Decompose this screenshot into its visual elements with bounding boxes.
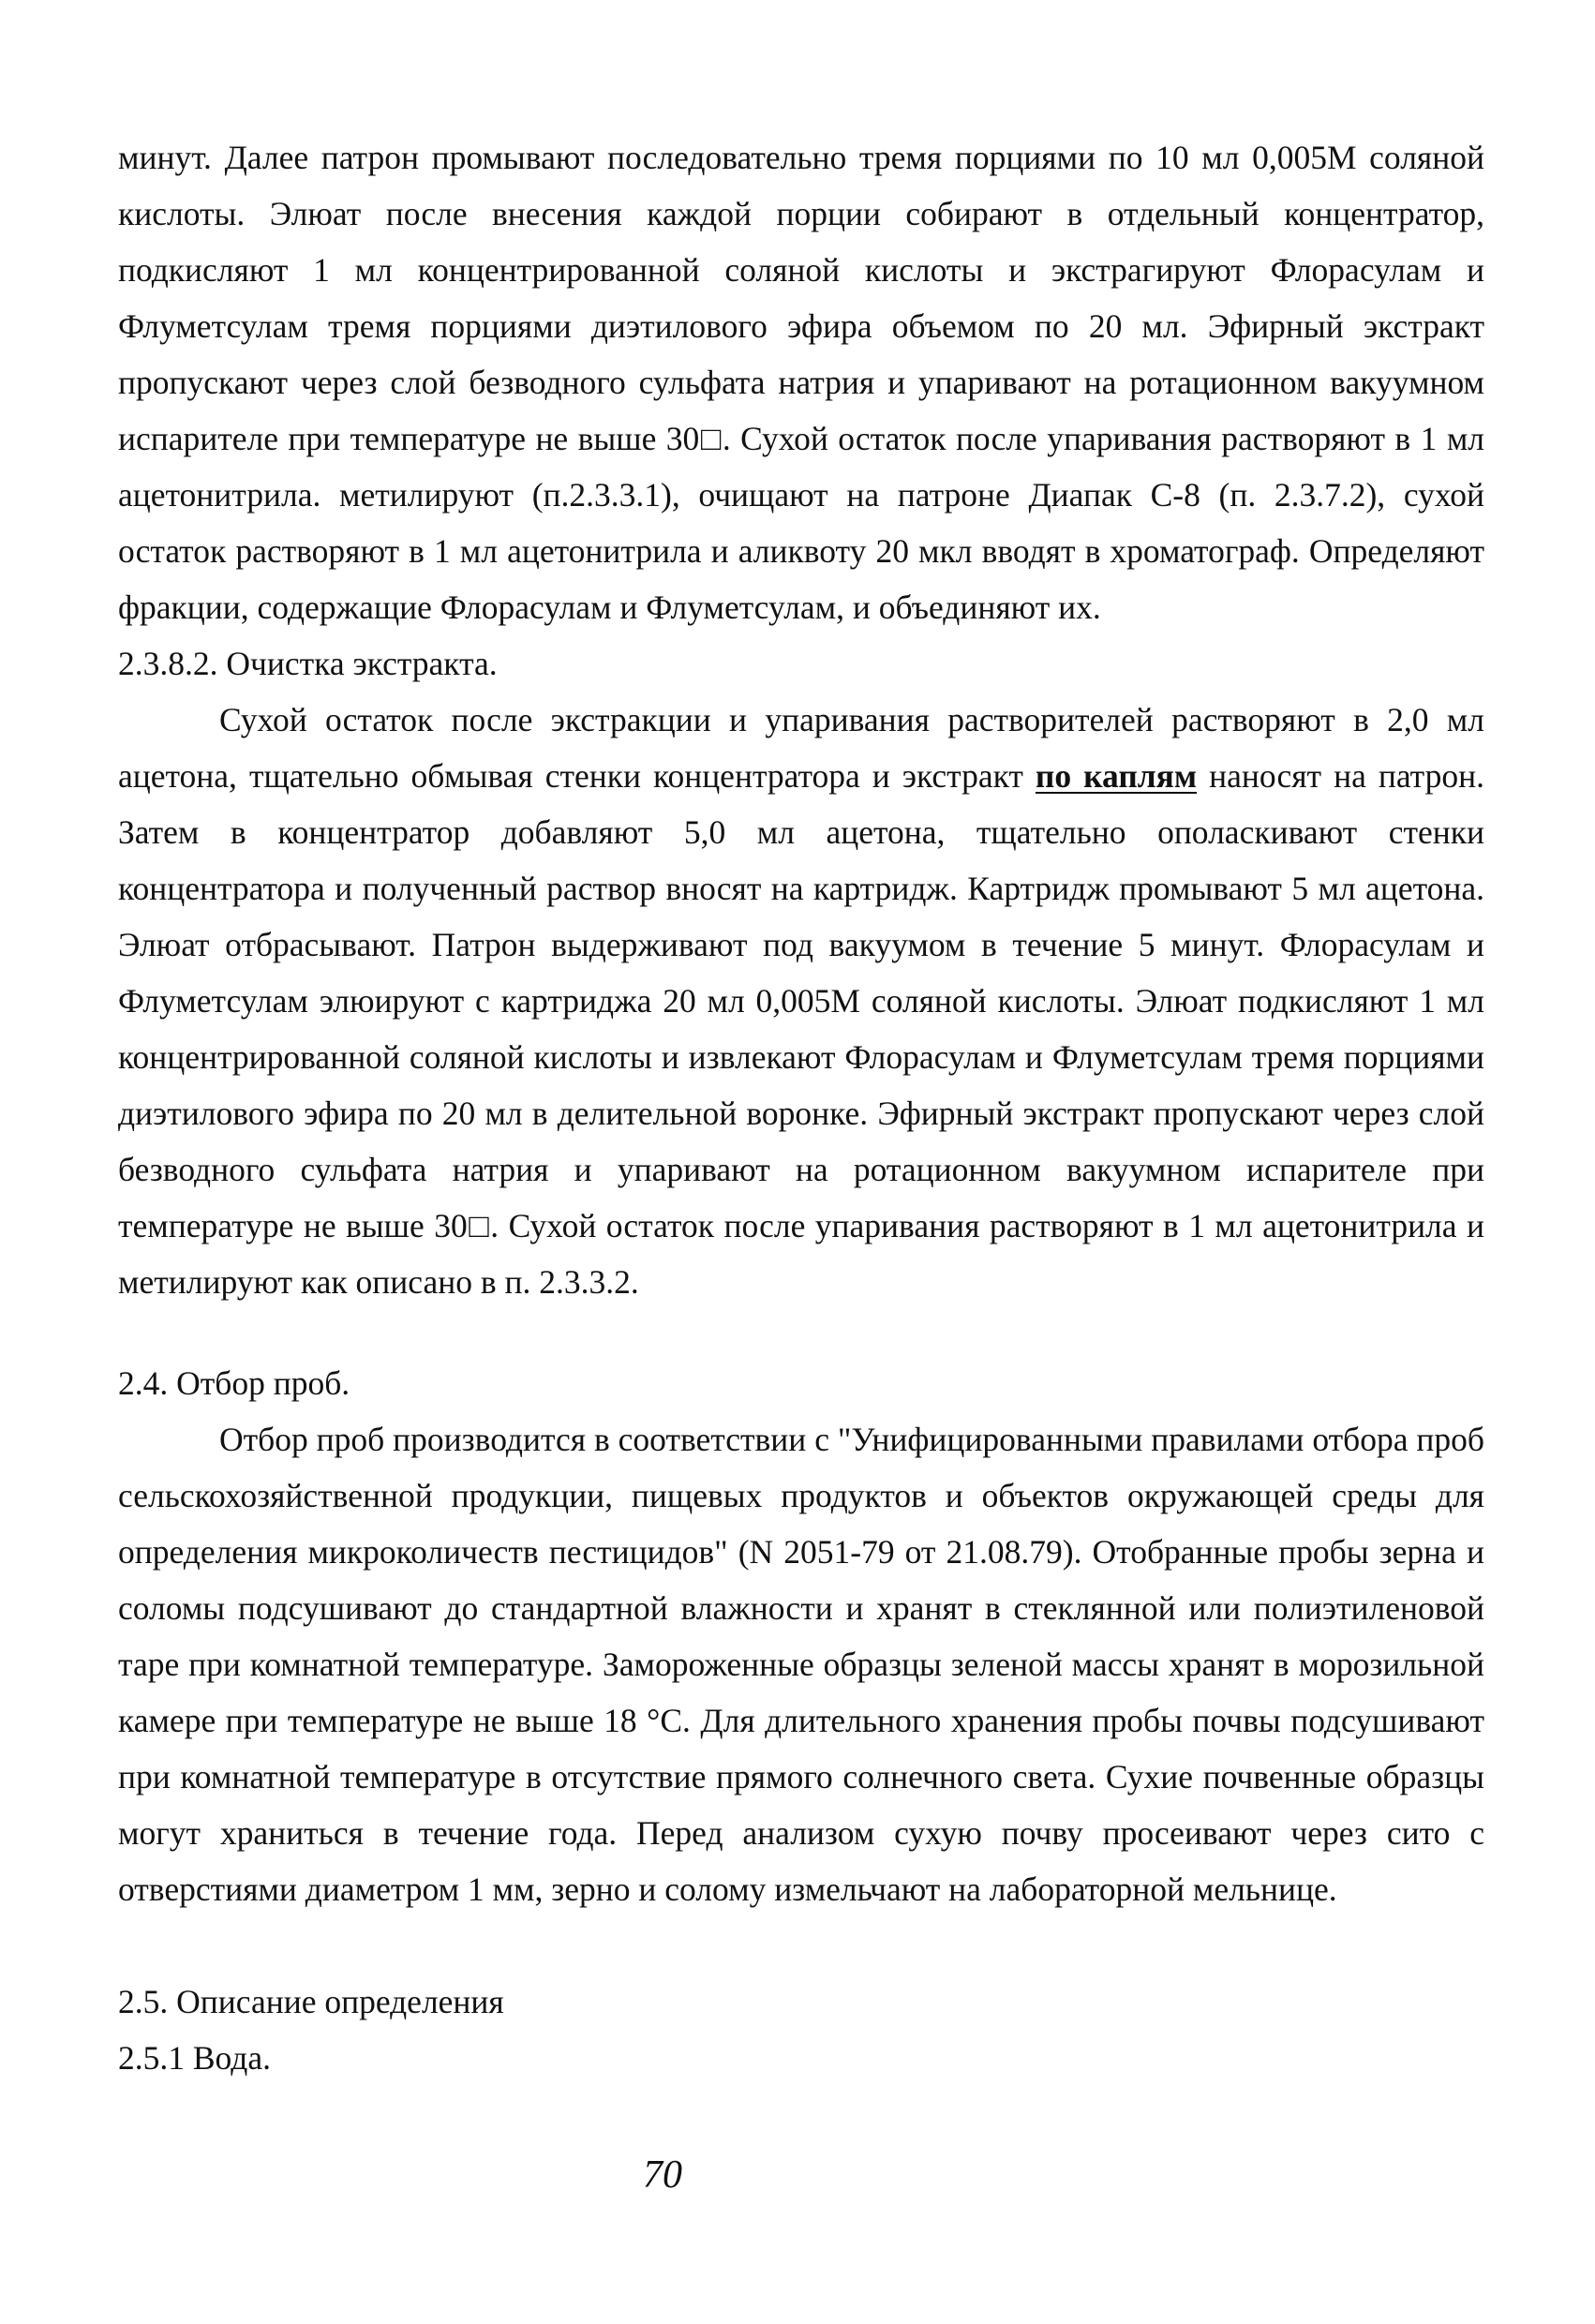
paragraph-sampling: Отбор проб производится в соответствии с "Унифицированными правилами отбора проб сельскохозяйственной продукции, пищевых продуктов и объектов окружающей среды для определения микроколичеств пестицидов" (N 2051-79 от 21.08.79). Отобранные пробы зерна и соломы подсушивают до стандартной влажности и хранят в стеклянной или полиэтиленовой таре при комнатной температуре. Замороженные образцы зеленой массы хранят в морозильной камере при температуре не выше 18 °С. Для длительного хранения пробы почвы подсушивают при комнатной температуре в отсутствие прямого солнечного света. Сухие почвенные образцы могут храниться в течение года. Перед анализом сухую почву просеивают через сито с отверстиями диаметром 1 мм, зерно и солому измельчают на лабораторной мельнице. [118, 1421, 1484, 1908]
blank-line [118, 1310, 1484, 1355]
paragraph-text-start: Сухой остаток после экстракции и упаривания растворителей растворяют в 2,0 мл ацетона, тщательно обмывая стенки концентратора и экстракт [118, 701, 1484, 795]
section-heading-2-4: 2.4. Отбор проб. [118, 1364, 350, 1402]
section-heading-2-5-1: 2.5.1 Вода. [118, 2039, 271, 2077]
paragraph-text-end: наносят на патрон. Затем в концентратор добавляют 5,0 мл ацетона, тщательно ополаскивают стенки концентратора и полученный раствор вносят на картридж. Картридж промывают 5 мл ацетона. Элюат отбрасывают. Патрон выдерживают под вакуумом в течение 5 минут. Флорасулам и Флуметсулам элюируют с картриджа 20 мл 0,005М соляной кислоты. Элюат подкисляют 1 мл концентрированной соляной кислоты и извлекают Флорасулам и Флуметсулам тремя порциями диэтилового эфира по 20 мл в делительной воронке. Эфирный экстракт пропускают через слой безводного сульфата натрия и упаривают на ротационном вакуумном испарителе при температуре не выше 30□. Сухой остаток после упаривания растворяют в 1 мл ацетонитрила и метилируют как описано в п. 2.3.3.2. [118, 757, 1484, 1301]
document-page [118, 129, 1484, 2086]
paragraph-continuation: минут. Далее патрон промывают последовательно тремя порциями по 10 мл 0,005М соляной кислоты. Элюат после внесения каждой порции собирают в отдельный концентратор, подкисляют 1 мл концентрированной соляной кислоты и экстрагируют Флорасулам и Флуметсулам тремя порциями диэтилового эфира объемом по 20 мл. Эфирный экстракт пропускают через слой безводного сульфата натрия и упаривают на ротационном вакуумном испарителе при температуре не выше 30□. Сухой остаток после упаривания растворяют в 1 мл ацетонитрила. метилируют (п.2.3.3.1), очищают на патроне Диапак С-8 (п. 2.3.7.2), сухой остаток растворяют в 1 мл ацетонитрила и аликвоту 20 мкл вводят в хроматограф. Определяют фракции, содержащие Флорасулам и Флуметсулам, и объединяют их. [118, 139, 1484, 626]
blank-line [118, 1917, 1484, 1974]
paragraph-extract-cleanup [118, 692, 1484, 1310]
section-heading-2-3-8-2: 2.3.8.2. Очистка экстракта. [118, 645, 498, 682]
page-number: 70 [643, 2153, 682, 2197]
underlined-emphasis: по каплям [1035, 757, 1198, 795]
section-heading-2-5: 2.5. Описание определения [118, 1983, 504, 2020]
